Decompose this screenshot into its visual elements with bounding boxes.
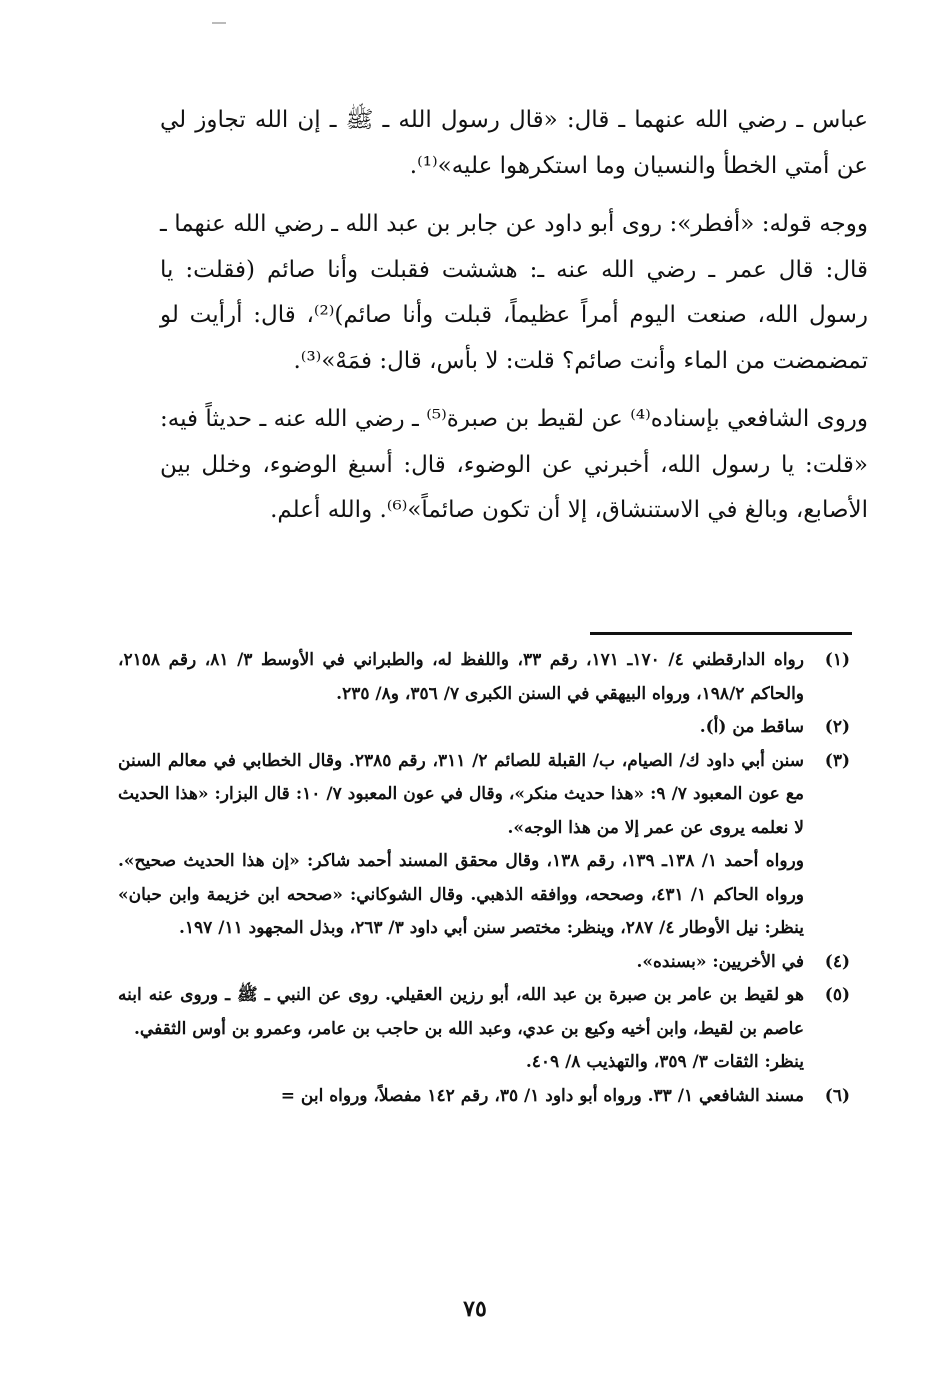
footnote-extra: ينظر: الثقات ٣/ ٣٥٩، والتهذيب ٨/ ٤٠٩. [525,1052,804,1072]
footnote-1 [118,644,850,711]
paragraph-2: ووجه قوله: «أفطر»: روى أبو داود عن جابر بن عبد الله ـ رضي الله عنهما ـ قال: قال عمر ـ رضي الله عنه ـ: هششت فقبلت وأنا صائم (فقلت: يا رسول الله، صنعت اليوم أمراً عظيماً، قبلت وأنا صائم)⁽²⁾، قال: أرأيت لو تمضمضت من الماء وأنت صائم؟ قلت: لا بأس، قال: فمَهْ»⁽³⁾. [160,211,869,374]
footnote-number: (٦) [824,1085,850,1106]
footnote-3 [118,745,850,946]
paragraph-3: وروى الشافعي بإسناده⁽⁴⁾ عن لقيط بن صبرة⁽⁵⁾ ـ رضي الله عنه ـ حديثاً فيه: «قلت: يا رسول الله، أخبرني عن الوضوء، قال: أسبغ الوضوء، وخلل بين الأصابع، وبالغ في الاستنشاق، إلا أن تكون صائماً»⁽⁶⁾. والله أعلم. [160,406,869,523]
footnote-number: (٢) [824,717,850,737]
footnote-number: (١) [824,650,850,670]
footnote-number: (٥) [824,985,850,1005]
footnote-extra: ورواه أحمد ١/ ١٣٨ـ ١٣٩، رقم ١٣٨، وقال محقق المسند أحمد شاكر: «إن هذا الحديث صحيح». ورواه الحاكم ١/ ٤٣١، وصححه، ووافقه الذهبي. وقال الشوكاني: «صححه ابن خزيمة وابن حبان» ينظر: نيل الأوطار ٤/ ٢٨٧، وينظر: مختصر سنن أبي داود ٣/ ٢٦٣، وبذل المجهود ١١/ ١٩٧. [118,851,804,938]
footnotes [118,644,850,1113]
footnote-text: رواه الدارقطني ٤/ ١٧٠ـ ١٧١، رقم ٣٣، واللفظ له، والطبراني في الأوسط ٣/ ٨١، رقم ٢١٥٨، والحاكم ١٩٨/٢، ورواه البيهقي في السنن الكبرى ٧/ ٣٥٦، و٨/ ٢٣٥. [118,650,804,704]
footnote-text: هو لقيط بن عامر بن صبرة بن عبد الله، أبو رزين العقيلي. روى عن النبي ـ ﷺ ـ وروى عنه ابنه عاصم بن لقيط، وابن أخيه وكيع بن عدي، وعبد الله بن حاجب بن عامر، وعمرو بن أوس الثقفي. [118,985,804,1039]
page-number: ٧٥ [463,1296,487,1322]
main-text [160,98,868,547]
footnote-text: ساقط من (أ). [699,717,804,737]
footnote-number: (٤) [824,951,850,972]
footnote-4 [118,946,850,980]
footnote-6 [118,1080,850,1114]
footnote-text: سنن أبي داود ك/ الصيام، ب/ القبلة للصائم ٢/ ٣١١، رقم ٢٣٨٥. وقال الخطابي في معالم السنن مع عون المعبود ٧/ ٩: «هذا حديث منكر»، وقال في عون المعبود ٧/ ١٠: قال البزار: «هذا الحديث لا نعلمه يروى عن عمر إلا من هذا الوجه». [118,750,804,838]
footnote-number: (٣) [824,750,850,771]
footnote-text: في الأخريين: «بسنده». [636,951,804,972]
paragraph-1: عباس ـ رضي الله عنهما ـ قال: «قال رسول الله ـ ﷺ ـ إن الله تجاوز لي عن أمتي الخطأ والنسيان وما استكرهوا عليه»⁽¹⁾. [160,107,868,179]
footnote-2 [118,711,850,745]
footnote-divider [590,632,852,635]
footnote-text: مسند الشافعي ١/ ٣٣. ورواه أبو داود ١/ ٣٥، رقم ١٤٢ مفصلاً، ورواه ابن = [280,1085,804,1106]
scan-mark [212,22,226,24]
footnote-5 [118,979,850,1080]
